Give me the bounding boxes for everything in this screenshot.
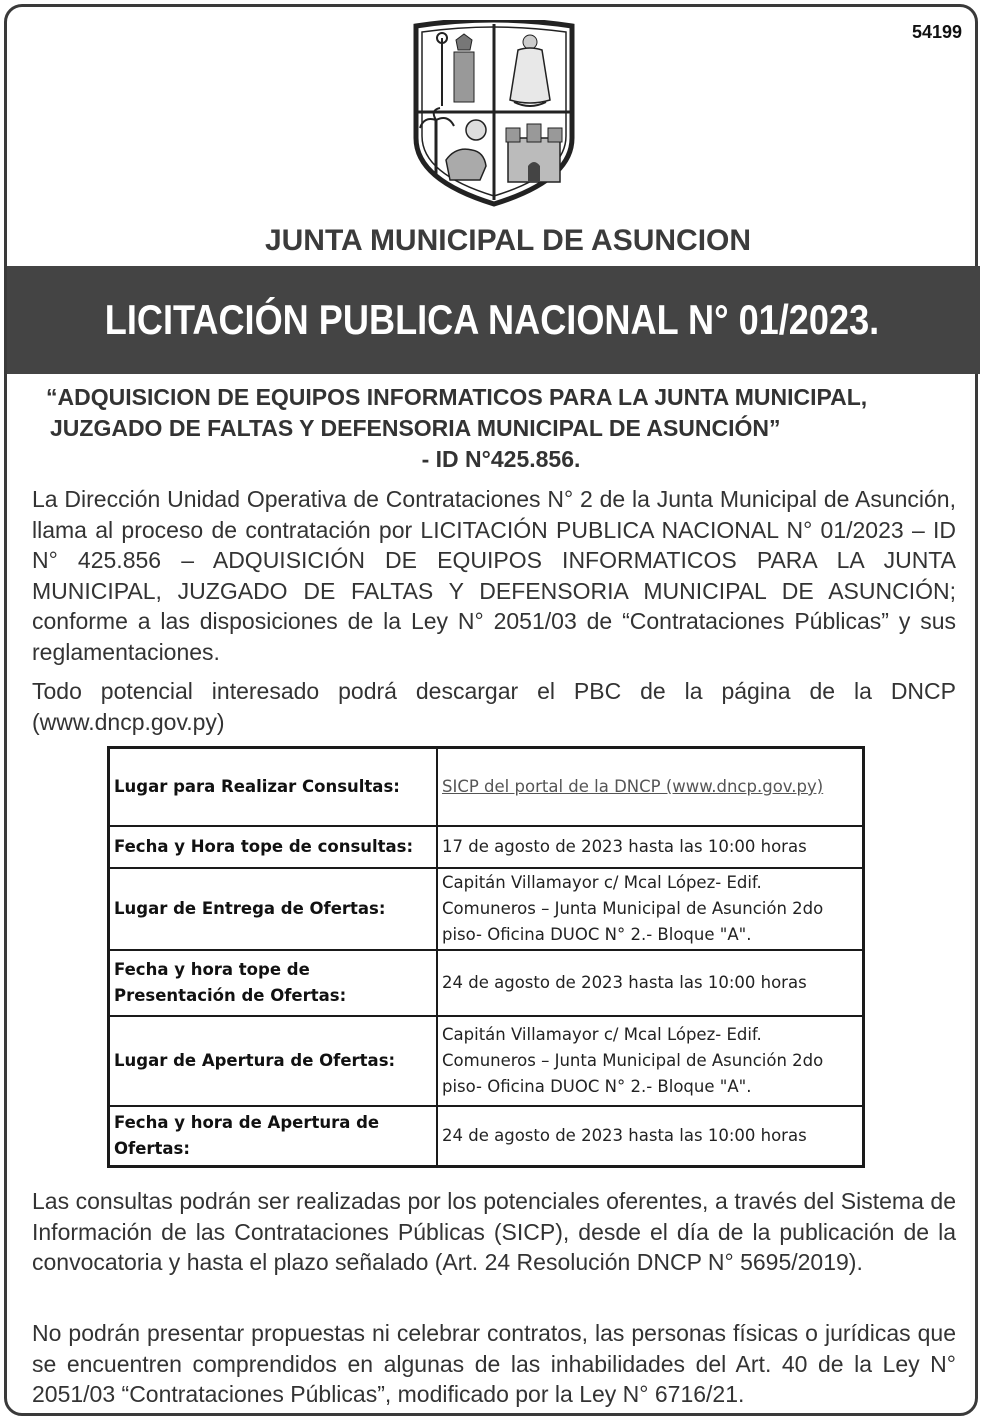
ineligibility-paragraph: No podrán presentar propuestas ni celebrar contratos, las personas físicas o jurídicas que se encuentren comprendidos en algunas de las inhabilidades del Art. 40 de la Ley N° 2051/03 “Contrataciones Públicas”, modificado por la Ley N° 6716/21.: [32, 1320, 956, 1407]
download-paragraph: Todo potencial interesado podrá descargar el PBC de la página de la DNCP (www.dncp.gov.py): [32, 678, 956, 735]
row-label: Lugar de Apertura de Ofertas:: [109, 1016, 438, 1106]
row-label: Lugar para Realizar Consultas:: [109, 748, 438, 827]
inquiries-paragraph: Las consultas podrán ser realizadas por los potenciales oferentes, a través del Sistema de Información de las Contrataciones Públicas (SICP), desde el día de la publicación de la convocatoria y hasta el plazo señalado (Art. 24 Resolución DNCP N° 5695/2019).: [32, 1188, 956, 1275]
row-value: Capitán Villamayor c/ Mcal López- Edif. Comuneros – Junta Municipal de Asunción 2do piso- Oficina DUOC N° 2.- Bloque "A".: [437, 1016, 864, 1106]
organization-name: JUNTA MUNICIPAL DE ASUNCION: [264, 224, 752, 257]
intro-paragraph: La Dirección Unidad Operativa de Contrataciones N° 2 de la Junta Municipal de Asunción, llama al proceso de contratación por LICITACIÓN PUBLICA NACIONAL N° 01/2023 – ID N° 425.856 – ADQUISICIÓN DE EQUIPOS INFORMATICOS PARA LA JUNTA MUNICIPAL, JUZGADO DE FALTAS Y DEFENSORIA MUNICIPAL DE ASUNCIÓN; conforme a las disposiciones de la Ley N° 2051/03 de “Contrataciones Públicas” y sus reglamentaciones.: [32, 486, 956, 665]
row-value: 24 de agosto de 2023 hasta las 10:00 horas: [437, 1106, 864, 1167]
subject-line-1: “ADQUISICION DE EQUIPOS INFORMATICOS PARA LA JUNTA MUNICIPAL,: [46, 384, 868, 410]
table-row: [109, 1106, 864, 1167]
row-value: 24 de agosto de 2023 hasta las 10:00 horas: [437, 950, 864, 1016]
row-label: Lugar de Entrega de Ofertas:: [109, 868, 438, 950]
table-row: [109, 1016, 864, 1106]
table-row: [109, 868, 864, 950]
row-value: 17 de agosto de 2023 hasta las 10:00 horas: [437, 826, 864, 868]
tender-subject: [30, 382, 960, 475]
row-label: Fecha y Hora tope de consultas:: [109, 826, 438, 868]
dncp-portal-link[interactable]: SICP del portal de la DNCP (www.dncp.gov.py): [442, 777, 824, 796]
row-label: Fecha y hora de Apertura de Ofertas:: [109, 1106, 438, 1167]
table-row: [109, 950, 864, 1016]
subject-line-3: - ID N°425.856.: [421, 446, 581, 472]
table-row: [109, 748, 864, 827]
row-value: Capitán Villamayor c/ Mcal López- Edif. Comuneros – Junta Municipal de Asunción 2do piso- Oficina DUOC N° 2.- Bloque "A".: [437, 868, 864, 950]
banner-title: LICITACIÓN PUBLICA NACIONAL N° 01/2023.: [104, 296, 880, 343]
tender-details-table: [107, 746, 865, 1168]
coat-of-arms-icon: [410, 20, 578, 208]
subject-line-2: JUZGADO DE FALTAS Y DEFENSORIA MUNICIPAL DE ASUNCIÓN”: [50, 415, 781, 441]
row-label: Fecha y hora tope de Presentación de Ofertas:: [109, 950, 438, 1016]
table-row: [109, 826, 864, 868]
document-code: 54199: [911, 22, 962, 42]
